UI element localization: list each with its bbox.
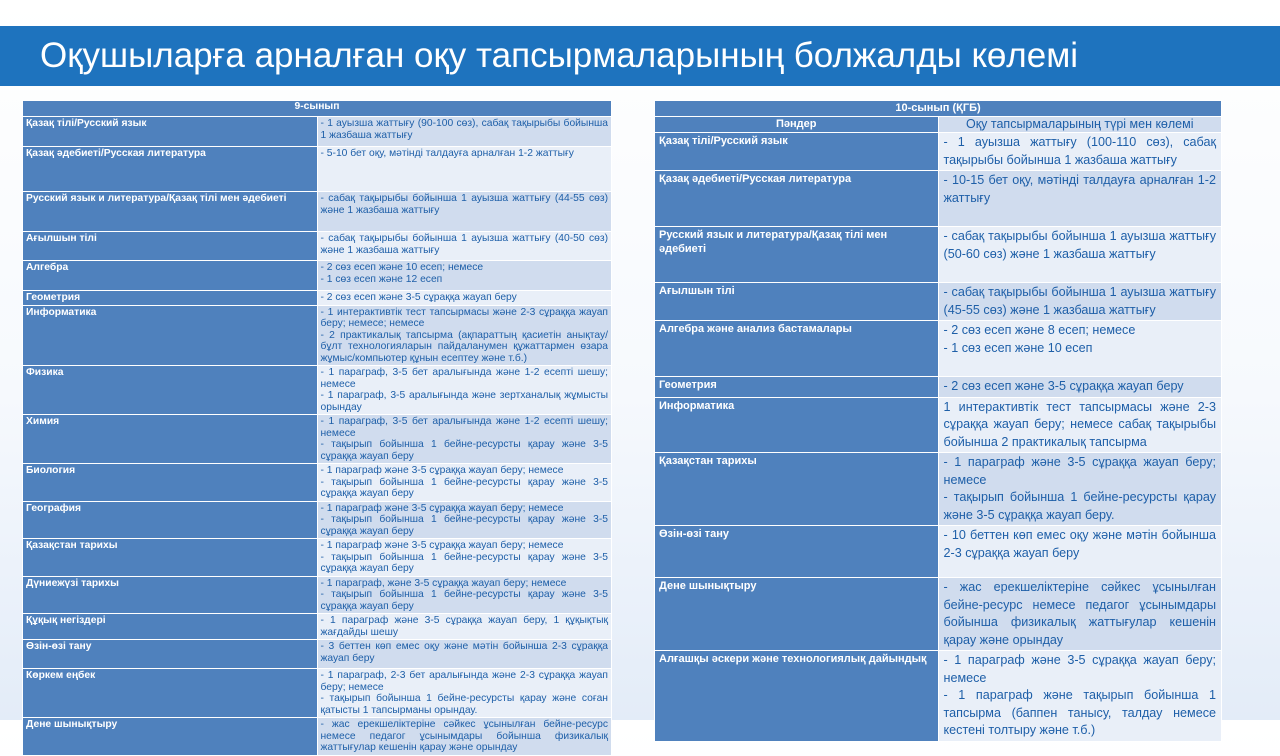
grade10-table-row bbox=[655, 171, 1222, 227]
description-cell bbox=[317, 539, 612, 577]
grade9-table-row bbox=[23, 576, 612, 614]
subject-cell: Қазақ әдебиеті/Русская литература bbox=[655, 171, 939, 227]
description-line: 1 интерактивтік тест тапсырмасы және 2-3 сұраққа жауап беру; немесе сабақ тақырыбы бойынша 2 практикалық тапсырма bbox=[943, 399, 1216, 449]
description-cell bbox=[938, 227, 1222, 283]
subject-cell: Информатика bbox=[655, 397, 939, 453]
description-cell bbox=[938, 377, 1222, 398]
description-cell bbox=[938, 321, 1222, 377]
description-line: - 10-15 бет оқу, мәтінді талдауға арналған 1-2 жаттығу bbox=[943, 173, 1216, 205]
subject-cell: Құқық негіздері bbox=[23, 614, 318, 640]
description-line: - 1 ауызша жаттығу (90-100 сөз), сабақ тақырыбы бойынша 1 жазбаша жаттығу bbox=[320, 118, 608, 141]
description-line: - 1 параграф, 2-3 бет аралығында және 2-3 сұраққа жауап беру; немесе bbox=[320, 670, 608, 693]
description-cell bbox=[317, 669, 612, 718]
description-line: - жас ерекшеліктеріне сәйкес ұсынылған бейне-ресурс немесе педагог ұсынымдары бойынша физикалық жаттығулар кешенін қарау және орындау bbox=[320, 719, 608, 753]
subject-cell: Қазақстан тарихы bbox=[655, 453, 939, 526]
description-line: - 10 беттен көп емес оқу және мәтін бойынша 2-3 сұраққа жауап беру bbox=[943, 528, 1216, 560]
description-line: - 1 параграф, 3-5 бет аралығында және 1-2 есепті шешу; немесе bbox=[320, 416, 608, 439]
description-line: - 1 параграф, және 3-5 сұраққа жауап беру; немесе bbox=[320, 577, 567, 589]
description-line: - сабақ тақырыбы бойынша 1 ауызша жаттығу (45-55 сөз) және 1 жазбаша жаттығу bbox=[943, 285, 1216, 317]
page-title: Оқушыларға арналған оқу тапсырмаларының болжалды көлемі bbox=[40, 36, 1079, 75]
description-cell bbox=[938, 397, 1222, 453]
column-header-subject: Пәндер bbox=[655, 117, 939, 133]
grade10-table-row bbox=[655, 526, 1222, 578]
description-cell bbox=[317, 640, 612, 669]
grade9-table-row bbox=[23, 232, 612, 261]
description-line: - 5-10 бет оқу, мәтінді талдауға арналған 1-2 жаттығу bbox=[320, 148, 574, 159]
subject-cell: Геометрия bbox=[23, 291, 318, 306]
description-cell bbox=[938, 578, 1222, 651]
grade10-table-row bbox=[655, 283, 1222, 321]
description-cell bbox=[317, 305, 612, 366]
description-cell bbox=[317, 147, 612, 192]
grade9-table-row bbox=[23, 305, 612, 366]
description-line: - 2 практикалық тапсырма (ақпараттың қасиетін анықтау/бұлт технологияларын пайдаланумен құжаттармен өзара жұмыс/компьютер құнын есептеу және т.б.) bbox=[320, 329, 608, 364]
grade9-table-row bbox=[23, 501, 612, 539]
description-cell bbox=[317, 192, 612, 232]
description-line: - тақырып бойынша 1 бейне-ресурсты қарау және 3-5 сұраққа жауап беру bbox=[320, 439, 608, 462]
subject-cell: Алгебра және анализ бастамалары bbox=[655, 321, 939, 377]
description-line: - тақырып бойынша 1 бейне-ресурсты қарау және 3-5 сұраққа жауап беру bbox=[320, 551, 608, 574]
description-line: - 2 сөз есеп және 10 есеп; немесе bbox=[320, 262, 484, 273]
description-line: - 1 параграф және тақырып бойынша 1 тапсырма (баппен танысу, талдау немесе кестені толтыру және т.б.) bbox=[943, 688, 1216, 737]
description-cell bbox=[317, 501, 612, 539]
grade9-table-row bbox=[23, 261, 612, 291]
grade9-table-row bbox=[23, 464, 612, 502]
description-line: - 1 ауызша жаттығу (100-110 сөз), сабақ тақырыбы бойынша 1 жазбаша жаттығу bbox=[943, 135, 1216, 167]
grade9-table-row bbox=[23, 718, 612, 756]
description-cell bbox=[317, 366, 612, 415]
grade9-table-row bbox=[23, 669, 612, 718]
description-cell bbox=[938, 171, 1222, 227]
grade10-table-row bbox=[655, 397, 1222, 453]
subject-cell: Өзін-өзі тану bbox=[655, 526, 939, 578]
subject-cell: Информатика bbox=[23, 305, 318, 366]
subject-cell: Ағылшын тілі bbox=[23, 232, 318, 261]
description-cell bbox=[938, 283, 1222, 321]
description-line: - 1 сөз есеп және 10 есеп bbox=[943, 340, 1093, 355]
description-line: - тақырып бойынша 1 бейне-ресурсты қарау және 3-5 сұраққа жауап беру bbox=[320, 589, 608, 612]
description-line: - жас ерекшеліктеріне сәйкес ұсынылған бейне-ресурс немесе педагог ұсынымдары бойынша физикалық жаттығулар кешенін қарау және орындау bbox=[943, 580, 1216, 647]
description-line: - тақырып бойынша 1 бейне-ресурсты қарау және 3-5 сұраққа жауап беру bbox=[320, 514, 608, 537]
description-line: - 1 параграф және 3-5 сұраққа жауап беру; немесе bbox=[943, 455, 1216, 487]
subject-cell: Геометрия bbox=[655, 377, 939, 398]
description-cell bbox=[317, 464, 612, 502]
subject-cell: Қазақ тілі/Русский язык bbox=[23, 117, 318, 147]
grade-9-table bbox=[22, 100, 612, 756]
description-line: - сабақ тақырыбы бойынша 1 ауызша жаттығу (44-55 сөз) және 1 жазбаша жаттығу bbox=[320, 193, 608, 216]
description-cell bbox=[317, 261, 612, 291]
subject-cell: География bbox=[23, 501, 318, 539]
grade9-table-row bbox=[23, 117, 612, 147]
subject-cell: Биология bbox=[23, 464, 318, 502]
subject-cell: Ағылшын тілі bbox=[655, 283, 939, 321]
grade9-table-row bbox=[23, 192, 612, 232]
subject-cell: Қазақ әдебиеті/Русская литература bbox=[23, 147, 318, 192]
grade10-table-row bbox=[655, 377, 1222, 398]
grade10-table-row bbox=[655, 133, 1222, 171]
description-line: - 1 параграф, 3-5 бет аралығында және 1-2 есепті шешу; немесе bbox=[320, 367, 608, 390]
grade9-table-row bbox=[23, 291, 612, 306]
subject-cell: Дене шынықтыру bbox=[23, 718, 318, 756]
grade-9-header: 9-сынып bbox=[23, 101, 612, 117]
grade10-table-row bbox=[655, 453, 1222, 526]
description-cell bbox=[938, 453, 1222, 526]
description-line: - 1 параграф және 3-5 сұраққа жауап беру; немесе bbox=[943, 653, 1216, 685]
description-cell bbox=[317, 718, 612, 756]
description-line: - тақырып бойынша 1 бейне-ресурсты қарау және 3-5 сұраққа жауап беру. bbox=[943, 490, 1216, 522]
description-line: - сабақ тақырыбы бойынша 1 ауызша жаттығу (50-60 сөз) және 1 жазбаша жаттығу bbox=[943, 229, 1216, 261]
subject-cell: Қазақ тілі/Русский язык bbox=[655, 133, 939, 171]
description-line: - 3 беттен көп емес оқу және мәтін бойынша 2-3 сұраққа жауап беру bbox=[320, 641, 608, 664]
grade10-table-row bbox=[655, 321, 1222, 377]
title-bar bbox=[0, 26, 1280, 86]
description-line: - 2 сөз есеп және 3-5 сұраққа жауап беру bbox=[943, 379, 1184, 393]
description-line: - тақырып бойынша 1 бейне-ресурсты қарау және соған қатысты 1 тапсырманы орындау. bbox=[320, 693, 608, 716]
description-cell bbox=[317, 117, 612, 147]
subject-cell: Алгебра bbox=[23, 261, 318, 291]
grade10-table-row bbox=[655, 578, 1222, 651]
description-cell bbox=[938, 133, 1222, 171]
description-line: - 1 интерактивтік тест тапсырмасы және 2-3 сұраққа жауап беру; немесе; немесе bbox=[320, 306, 608, 329]
description-cell bbox=[317, 232, 612, 261]
description-line: - 1 параграф және 3-5 сұраққа жауап беру; немесе bbox=[320, 540, 564, 551]
subject-cell: Дүниежүзі тарихы bbox=[23, 576, 318, 614]
grade9-table-row bbox=[23, 415, 612, 464]
grade9-table-row bbox=[23, 640, 612, 669]
grade-10-header: 10-сынып (ҚГБ) bbox=[655, 101, 1222, 117]
column-header-row bbox=[655, 117, 1222, 133]
description-cell bbox=[938, 526, 1222, 578]
grade10-table-row bbox=[655, 651, 1222, 742]
grade9-table-row bbox=[23, 147, 612, 192]
subject-cell: Көркем еңбек bbox=[23, 669, 318, 718]
grade10-table-row bbox=[655, 227, 1222, 283]
subject-cell: Физика bbox=[23, 366, 318, 415]
description-line: - тақырып бойынша 1 бейне-ресурсты қарау және 3-5 сұраққа жауап беру bbox=[320, 476, 608, 499]
subject-cell: Дене шынықтыру bbox=[655, 578, 939, 651]
grade-10-table bbox=[654, 100, 1222, 742]
description-cell bbox=[317, 415, 612, 464]
grade9-table-row bbox=[23, 366, 612, 415]
description-line: - сабақ тақырыбы бойынша 1 ауызша жаттығу (40-50 сөз) және 1 жазбаша жаттығу bbox=[320, 233, 608, 256]
grade9-table-row bbox=[23, 614, 612, 640]
description-cell bbox=[938, 651, 1222, 742]
subject-cell: Русский язык и литература/Қазақ тілі мен әдебиеті bbox=[23, 192, 318, 232]
description-line: - 1 параграф және 3-5 сұраққа жауап беру; немесе bbox=[320, 502, 564, 514]
description-line: - 1 сөз есеп және 12 есеп bbox=[320, 273, 443, 285]
subject-cell: Өзін-өзі тану bbox=[23, 640, 318, 669]
description-cell bbox=[317, 291, 612, 306]
description-line: - 1 параграф, 3-5 аралығында және зертханалық жұмысты орындау bbox=[320, 390, 608, 413]
description-line: - 1 параграф және 3-5 сұраққа жауап беру, 1 құқықтық жағдайды шешу bbox=[320, 615, 608, 638]
column-header-description: Оқу тапсырмаларының түрі мен көлемі bbox=[938, 117, 1222, 133]
subject-cell: Русский язык и литература/Қазақ тілі мен әдебиеті bbox=[655, 227, 939, 283]
description-cell bbox=[317, 614, 612, 640]
description-line: - 2 сөз есеп және 8 есеп; немесе bbox=[943, 323, 1136, 337]
description-cell bbox=[317, 576, 612, 614]
description-line: - 2 сөз есеп және 3-5 сұраққа жауап беру bbox=[320, 292, 517, 303]
subject-cell: Химия bbox=[23, 415, 318, 464]
description-line: - 1 параграф және 3-5 сұраққа жауап беру; немесе bbox=[320, 465, 564, 476]
grade9-table-row bbox=[23, 539, 612, 577]
subject-cell: Алғашқы әскери және технологиялық дайындық bbox=[655, 651, 939, 742]
subject-cell: Қазақстан тарихы bbox=[23, 539, 318, 577]
